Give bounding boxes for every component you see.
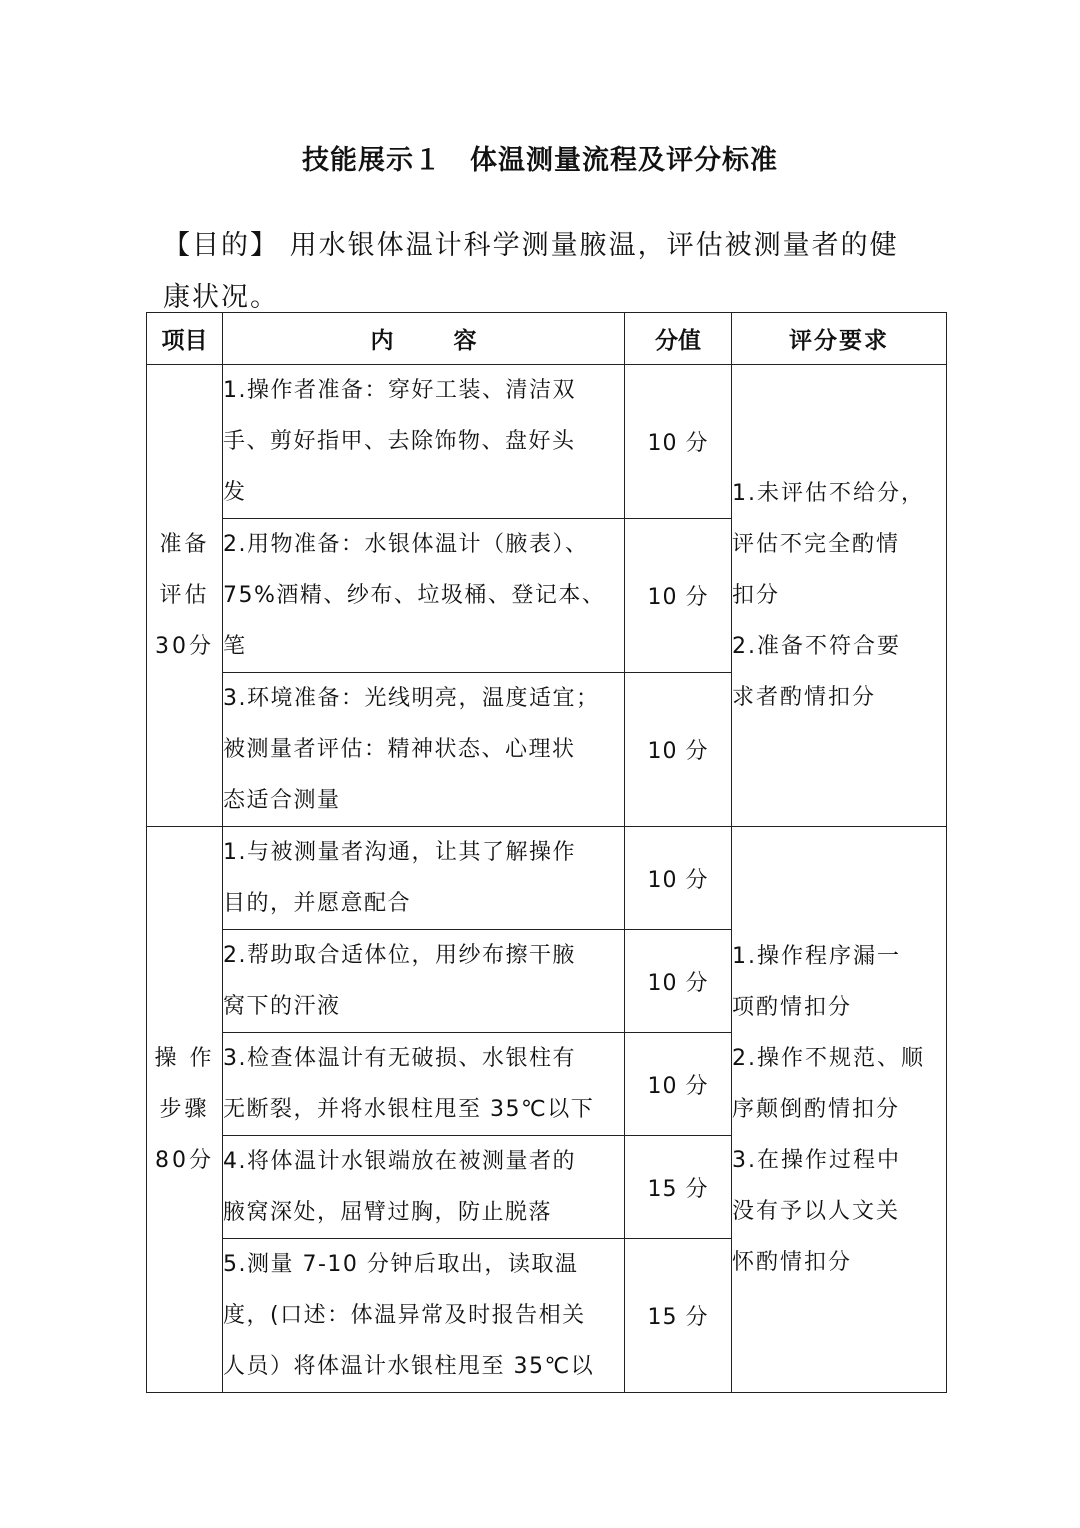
content-cell <box>223 1239 625 1393</box>
table-row <box>147 365 947 519</box>
content-line: 无断裂，并将水银柱甩至 35℃以下 <box>223 1097 595 1122</box>
content-line: 2.用物准备：水银体温计（腋表）、 <box>223 532 589 557</box>
content-line: 75%酒精、纱布、垃圾桶、登记本、 <box>223 583 606 608</box>
header-item: 项目 <box>147 313 223 365</box>
score-cell: 10 分 <box>625 519 732 673</box>
content-line: 被测量者评估：精神状态、心理状 <box>223 737 576 762</box>
requirement-line: 扣分 <box>732 583 781 608</box>
content-line: 2.帮助取合适体位，用纱布擦干腋 <box>223 943 576 968</box>
content-line: 3.环境准备：光线明亮，温度适宜； <box>223 686 600 711</box>
content-line: 人员）将体温计水银柱甩至 35℃以 <box>223 1354 595 1379</box>
section-item-line: 评估 <box>159 583 210 608</box>
requirement-line: 怀酌情扣分 <box>732 1250 853 1275</box>
content-line: 发 <box>223 480 247 505</box>
score-cell: 10 分 <box>625 930 732 1033</box>
score-cell: 10 分 <box>625 827 732 930</box>
content-line: 腋窝深处，屈臂过胸，防止脱落 <box>223 1200 553 1225</box>
score-cell: 15 分 <box>625 1136 732 1239</box>
requirement-cell-operation <box>732 827 947 1393</box>
requirement-line: 3.在操作过程中 <box>732 1148 901 1173</box>
purpose-line-2: 康状况。 <box>163 282 279 313</box>
content-line: 态适合测量 <box>223 788 341 813</box>
requirement-line: 1.操作程序漏一 <box>732 944 901 969</box>
scoring-table <box>146 312 947 1393</box>
requirement-line: 评估不完全酌情 <box>732 532 901 557</box>
score-cell: 10 分 <box>625 673 732 827</box>
content-line: 窝下的汗液 <box>223 994 341 1019</box>
requirement-line: 2.操作不规范、顺 <box>732 1046 925 1071</box>
requirement-line: 2.准备不符合要 <box>732 634 901 659</box>
content-line: 目的，并愿意配合 <box>223 891 412 916</box>
purpose-line-1: 【目的】 用水银体温计科学测量腋温，评估被测量者的健 <box>163 230 899 261</box>
content-line: 手、剪好指甲、去除饰物、盘好头 <box>223 429 576 454</box>
purpose-paragraph <box>163 220 938 324</box>
content-cell <box>223 365 625 519</box>
section-item-line: 30分 <box>155 634 214 659</box>
header-score: 分值 <box>625 313 732 365</box>
content-cell <box>223 1136 625 1239</box>
header-content: 内容 <box>223 313 625 365</box>
content-line: 3.检查体温计有无破损、水银柱有 <box>223 1046 576 1071</box>
section-item-preparation <box>147 365 223 827</box>
requirement-line: 序颠倒酌情扣分 <box>732 1097 901 1122</box>
content-line: 1.操作者准备：穿好工装、清洁双 <box>223 378 576 403</box>
page-title: 技能展示１ 体温测量流程及评分标准 <box>302 145 778 176</box>
content-line: 笔 <box>223 634 247 659</box>
table-row <box>147 827 947 930</box>
content-line: 4.将体温计水银端放在被测量者的 <box>223 1149 576 1174</box>
section-item-line: 80分 <box>155 1148 214 1173</box>
section-item-line: 操 作 <box>154 1046 215 1071</box>
score-cell: 15 分 <box>625 1239 732 1393</box>
content-line: 5.测量 7-10 分钟后取出，读取温 <box>223 1252 579 1277</box>
section-item-operation <box>147 827 223 1393</box>
requirement-line: 项酌情扣分 <box>732 995 853 1020</box>
content-cell <box>223 1033 625 1136</box>
content-cell <box>223 827 625 930</box>
section-item-line: 步骤 <box>159 1097 210 1122</box>
table-header-row <box>147 313 947 365</box>
requirement-cell-preparation <box>732 365 947 827</box>
content-line: 度，(口述：体温异常及时报告相关 <box>223 1303 586 1328</box>
requirement-line: 求者酌情扣分 <box>732 685 877 710</box>
content-cell <box>223 673 625 827</box>
score-cell: 10 分 <box>625 1033 732 1136</box>
content-cell <box>223 519 625 673</box>
content-cell <box>223 930 625 1033</box>
section-item-line: 准备 <box>159 532 210 557</box>
content-line: 1.与被测量者沟通，让其了解操作 <box>223 840 576 865</box>
score-cell: 10 分 <box>625 365 732 519</box>
header-requirement: 评分要求 <box>732 313 947 365</box>
requirement-line: 1.未评估不给分， <box>732 481 925 506</box>
requirement-line: 没有予以人文关 <box>732 1199 901 1224</box>
